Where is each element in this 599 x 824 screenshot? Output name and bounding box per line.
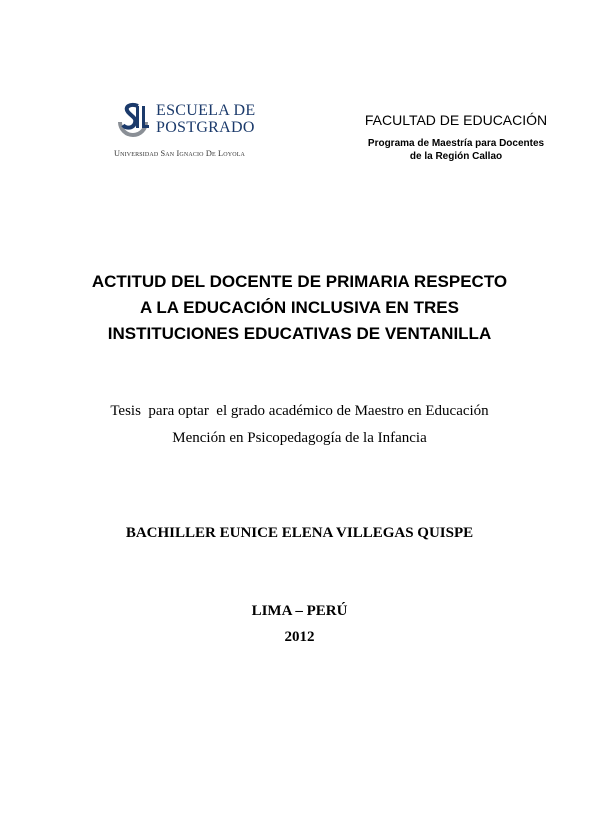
faculty-title: FACULTAD DE EDUCACIÓN	[364, 112, 548, 128]
thesis-author: BACHILLER EUNICE ELENA VILLEGAS QUISPE	[125, 525, 474, 541]
thesis-subtitle	[40, 398, 559, 452]
sil-logo-icon	[116, 100, 150, 144]
thesis-title	[40, 269, 559, 347]
logo-university-name: Universidad San Ignacio De Loyola	[114, 149, 246, 158]
thesis-title-line: INSTITUCIONES EDUCATIVAS DE VENTANILLA	[107, 324, 492, 343]
thesis-subtitle-line: Tesis para optar el grado académico de Maestro en Educación	[110, 403, 489, 419]
thesis-place: LIMA – PERÚ	[251, 603, 348, 619]
thesis-subtitle-line: Mención en Psicopedagogía de la Infancia	[172, 430, 427, 446]
logo-text-line1: ESCUELA DE	[156, 102, 256, 119]
logo-text-line2: POSTGRADO	[156, 119, 255, 136]
university-logo	[114, 100, 264, 162]
thesis-title-line: ACTITUD DEL DOCENTE DE PRIMARIA RESPECTO	[91, 272, 508, 291]
faculty-header	[340, 112, 572, 163]
faculty-program-line: Programa de Maestría para Docentes	[367, 138, 545, 149]
thesis-place-date	[40, 598, 559, 650]
thesis-title-line: A LA EDUCACIÓN INCLUSIVA EN TRES	[140, 298, 459, 317]
thesis-year: 2012	[284, 629, 315, 645]
faculty-program	[340, 137, 572, 163]
faculty-program-line: de la Región Callao	[409, 151, 503, 162]
